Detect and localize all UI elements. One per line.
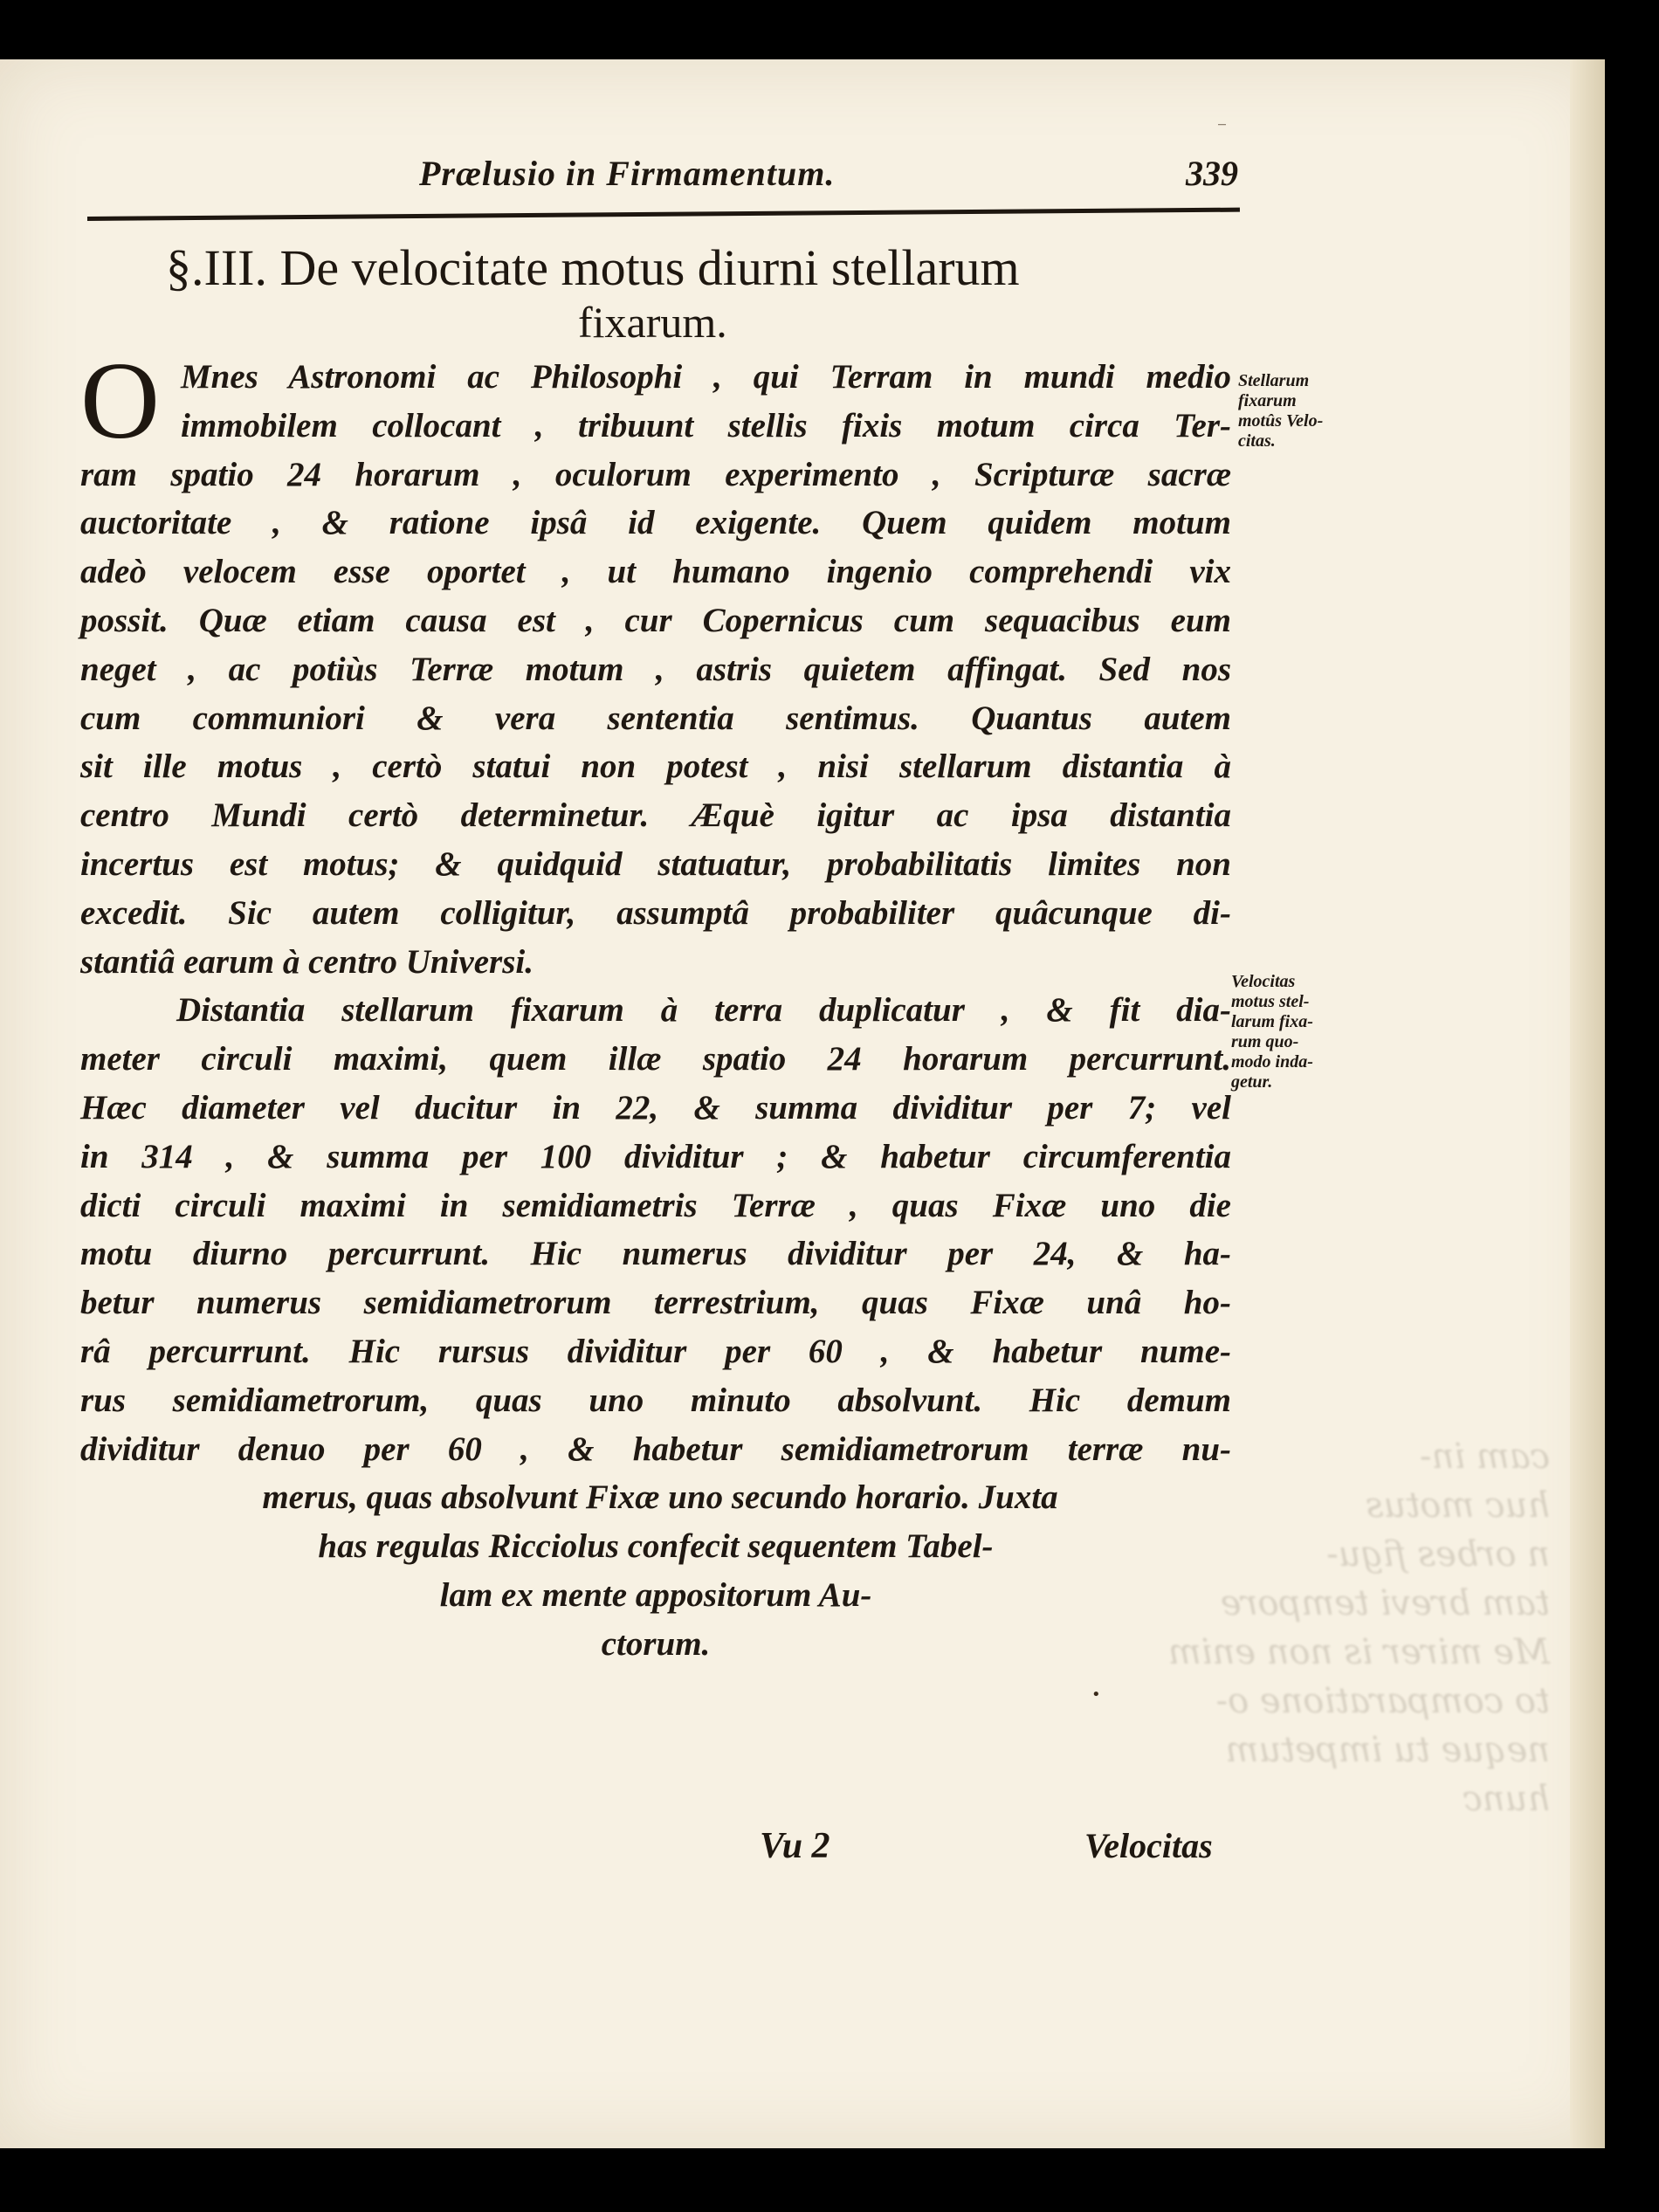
text-line: immobilem collocant , tribuunt stellis fixis motum circa Ter-: [181, 406, 1231, 444]
ink-speck: ‾: [1218, 122, 1226, 141]
margin-note-method: [1231, 972, 1371, 1092]
margin-note-line: fixarum: [1238, 391, 1297, 410]
text-line: auctoritate , & ratione ipsâ id exigente. Quem quidem motum: [80, 504, 1231, 542]
margin-note-line: getur.: [1231, 1072, 1273, 1092]
margin-note-line: modo inda-: [1231, 1052, 1313, 1072]
section-title-line1: §.III. De velocitate motus diurni stellarum: [166, 239, 1020, 296]
margin-note-line: motûs Velo-: [1238, 411, 1324, 431]
text-line: ram spatio 24 horarum , oculorum experimento , Scripturæ sacræ: [80, 455, 1231, 493]
text-line: dividitur denuo per 60 , & habetur semidiametrorum terræ nu-: [80, 1430, 1231, 1468]
text-line: Mnes Astronomi ac Philosophi , qui Terram in mundi medio: [181, 358, 1231, 396]
text-line: cum communiori & vera sententia sentimus. Quantus autem: [80, 699, 1231, 737]
signature-mark: Vu 2: [760, 1826, 830, 1866]
text-line: sit ille motus , certò statui non potest , nisi stellarum distantia à: [80, 748, 1231, 786]
body-text: [80, 353, 1231, 1669]
text-line: incertus est motus; & quidquid statuatur, probabilitatis limites non: [80, 844, 1231, 883]
text-line: betur numerus semidiametrorum terrestrium, quas Fixæ unâ ho-: [80, 1284, 1231, 1322]
text-line: rus semidiametrorum, quas uno minuto absolvunt. Hic demum: [80, 1381, 1231, 1419]
margin-note-line: rum quo-: [1231, 1032, 1299, 1051]
margin-note-line: motus stel-: [1231, 992, 1310, 1011]
text-line: stantiâ earum à centro Universi.: [80, 942, 533, 981]
margin-note-velocity: [1238, 371, 1378, 451]
running-header-title: Prælusio in Firmamentum.: [419, 154, 836, 193]
section-title-line2: fixarum.: [578, 298, 727, 347]
text-line: neget , ac potiùs Terræ motum , astris quietem affingat. Sed nos: [80, 650, 1231, 688]
margin-note-line: citas.: [1238, 431, 1276, 451]
catchword: Velocitas: [1084, 1826, 1213, 1865]
text-line: centro Mundi certò determinetur. Æquè igitur ac ipsa distantia: [80, 796, 1231, 835]
margin-note-line: Velocitas: [1231, 972, 1296, 991]
text-line: Hæc diameter vel ducitur in 22, & summa dividitur per 7; vel: [80, 1088, 1231, 1127]
text-line: Distantia stellarum fixarum à terra duplicatur , & fit dia-: [176, 991, 1231, 1030]
tapered-line: lam ex mente appositorum Au-: [439, 1575, 872, 1614]
page-number: 339: [1186, 154, 1238, 193]
text-line: possit. Quæ etiam causa est , cur Copernicus cum sequacibus eum: [80, 601, 1231, 639]
page-gutter: [1570, 59, 1605, 2148]
text-line: adeò velocem esse oportet , ut humano ingenio comprehendi vix: [80, 553, 1231, 591]
text-line: in 314 , & summa per 100 dividitur ; & habetur circumferentia: [80, 1137, 1231, 1175]
tapered-line: ctorum.: [601, 1624, 711, 1663]
text-line: meter circuli maximi, quem illæ spatio 24 horarum percurrunt.: [80, 1040, 1231, 1078]
margin-note-line: larum fixa-: [1231, 1012, 1313, 1031]
bleed-through-text: cam in- huc motus n orbes figu- tam brevi tempore Me mirer is non enim to comparatione o- neque tu impetum hunc: [1167, 1437, 1550, 1819]
text-line: motu diurno percurrunt. Hic numerus dividitur per 24, & ha-: [80, 1235, 1231, 1273]
tapered-line: merus, quas absolvunt Fixæ uno secundo horario. Juxta: [262, 1478, 1058, 1517]
text-line: excedit. Sic autem colligitur, assumptâ probabiliter quâcunque di-: [80, 893, 1231, 932]
drop-cap: O: [80, 341, 160, 462]
ink-speck: •: [1091, 1685, 1101, 1704]
margin-note-line: Stellarum: [1238, 371, 1310, 390]
tapered-line: has regulas Ricciolus confecit sequentem Tabel-: [318, 1527, 994, 1566]
text-line: râ percurrunt. Hic rursus dividitur per 60 , & habetur nume-: [80, 1332, 1231, 1370]
text-line: dicti circuli maximi in semidiametris Terræ , quas Fixæ uno die: [80, 1186, 1231, 1224]
